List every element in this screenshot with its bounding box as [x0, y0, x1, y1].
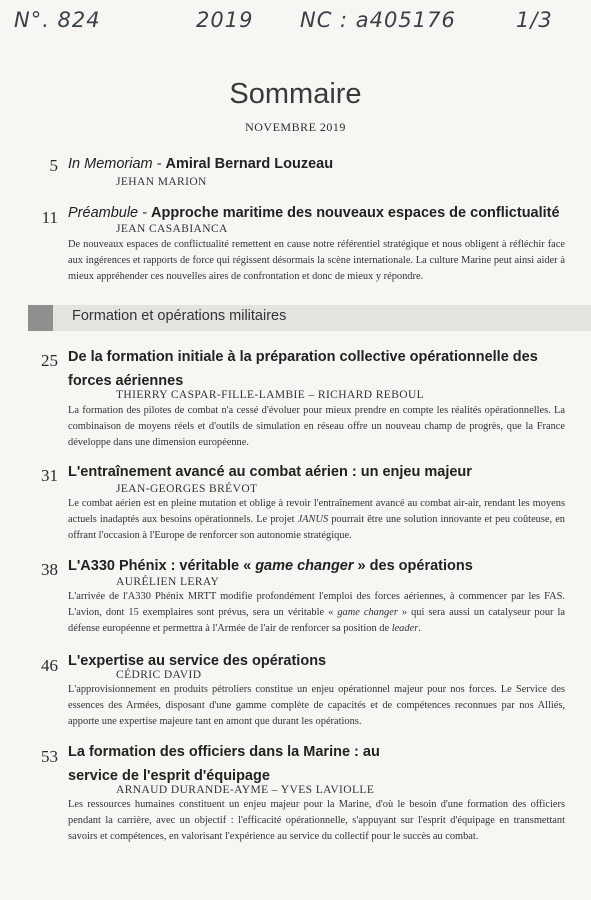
handwritten-page: 1/3: [516, 8, 553, 32]
entry-page-number: 25: [41, 351, 58, 370]
entry-author: ARNAUD DURANDE-AYME – YVES LAVIOLLE: [116, 784, 375, 796]
entry-author: AURÉLIEN LERAY: [116, 576, 220, 588]
entry-page-number: 53: [41, 747, 58, 766]
handwritten-issue-number: N°. 824: [14, 8, 101, 32]
desc-italic: JANUS: [297, 513, 329, 525]
desc-italic: leader: [391, 622, 419, 634]
desc-part: L'arrivée de l'A330 Phénix MRTT modifie profondément l'emploi des forces aériennes, à commencer par les FAS. L'avion, dont 15 exemplaires sont prévus, sera un véritable «: [68, 591, 565, 618]
entry-title: [68, 554, 571, 578]
desc-part: Le combat aérien est en pleine mutation et oblige à revoir l'entraînement avancé au combat air-air, rendant les moyens actuels inadaptés aux besoins opérationnels. Le projet: [68, 498, 565, 525]
entry-description: Les ressources humaines constituent un enjeu majeur pour la Marine, d'où le besoin d'une formation des officiers pendant la carrière, avec un objectif : l'efficacité opérationnelle, s'appuyant sur l'esprit d'équipage en transmettant savoirs et compétences, en valorisant l'expérience au service du collectif pour le succès au combat.: [68, 799, 565, 842]
handwritten-year: 2019: [196, 8, 254, 32]
entry-description: [68, 589, 565, 636]
entry-description: La formation des pilotes de combat n'a cessé d'évoluer pour mieux prendre en compte les réalités opérationnelles. La combinaison de moyens réels et d'outils de simulation en réseau offre un nouveau champ de progrès, que la France développe dans une dimension européenne.: [68, 405, 565, 448]
section-marker: [28, 305, 53, 331]
title-part: L'A330 Phénix : véritable «: [68, 558, 256, 574]
entry-page-number: 38: [41, 560, 58, 579]
entry-title: [68, 152, 571, 176]
entry-description: De nouveaux espaces de conflictualité remettent en cause notre référentiel stratégique et nous obligent à réfléchir face aux ingérences et rapports de force qui régissent désormais la scène internationale. La culture Marine peut ainsi aider à mieux appréhender ces nouvelles aires de confrontation et donc de mieux y répondre.: [68, 239, 565, 282]
entry-author: JEAN CASABIANCA: [116, 223, 228, 235]
entry-title: [68, 201, 571, 225]
section-label: Formation et opérations militaires: [72, 308, 287, 324]
entry-author: CÉDRIC DAVID: [116, 669, 202, 681]
entry-description: L'approvisionnement en produits pétroliers constitue un enjeu opérationnel majeur pour nos forces. Le Service des essences des Armées, disposant d'une gamme complète de capacités et de compétences reconnues par nos Alliés, apporte une expertise majeure tant en amont que durant les opérations.: [68, 684, 565, 727]
entry-prefix: Préambule -: [68, 205, 152, 221]
entry-title: De la formation initiale à la préparation collective opérationnelle des forces aériennes: [68, 349, 538, 389]
entry-page-number: 5: [49, 156, 58, 175]
entry-title-text: Approche maritime des nouveaux espaces de conflictualité: [151, 205, 560, 221]
title-part: » des opérations: [353, 558, 473, 574]
entry-page-number: 11: [41, 208, 58, 227]
entry-title: L'expertise au service des opérations: [68, 653, 327, 669]
page-title: Sommaire: [229, 78, 362, 110]
entry-page-number: 46: [41, 656, 58, 675]
entry-description: [68, 496, 565, 543]
desc-italic: game changer: [337, 606, 398, 618]
handwritten-code: NC : a405176: [300, 8, 456, 32]
entry-title: La formation des officiers dans la Marine : au service de l'esprit d'équipage: [68, 744, 380, 784]
desc-part: .: [418, 622, 421, 634]
title-italic: game changer: [255, 558, 354, 574]
entry-prefix: In Memoriam -: [68, 156, 166, 172]
entry-author: JEAN-GEORGES BRÉVOT: [116, 483, 258, 495]
desc-part: » qui sera aussi un catalyseur pour la défense européenne et permettra à l'Armée de l'air de renforcer sa position de: [68, 606, 565, 634]
entry-page-number: 31: [41, 466, 58, 485]
desc-part: pourrait être une solution innovante et peu coûteuse, en offrant l'occasion à l'Europe de renforcer son autonomie stratégique.: [68, 513, 566, 541]
entry-title: L'entraînement avancé au combat aérien : un enjeu majeur: [68, 464, 472, 480]
entry-author: JEHAN MARION: [116, 176, 207, 188]
entry-author: THIERRY CASPAR-FILLE-LAMBIE – RICHARD REBOUL: [116, 389, 425, 401]
issue-date: NOVEMBRE 2019: [245, 120, 346, 134]
entry-title-text: Amiral Bernard Louzeau: [165, 156, 334, 172]
